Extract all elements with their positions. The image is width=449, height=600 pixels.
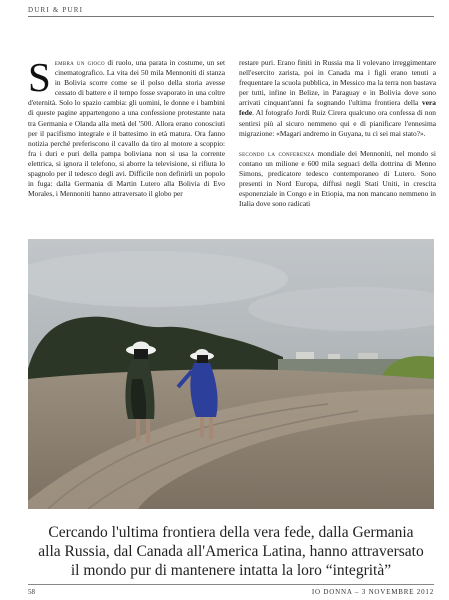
page-number: 58 bbox=[28, 588, 35, 596]
caption-line: il mondo pur di mantenere intatta la loro “integrità” bbox=[70, 562, 392, 579]
distant-building bbox=[328, 354, 340, 359]
leg bbox=[146, 419, 150, 443]
paragraph-gap bbox=[239, 139, 436, 149]
caption-line: alla Russia, dal Canada all'America Latina, hanno attraversato bbox=[38, 543, 424, 560]
header-rule bbox=[28, 16, 434, 17]
paragraph-text: . Al fotografo Jordi Ruiz Cirera qualcuno ora confessa di non sentirsi più al sicuro nemmeno qui e di pianificare l'ennesima migrazione: «Magari andremo in Guyana, tu ci sei mai stato?». bbox=[239, 108, 436, 138]
article-paragraph bbox=[239, 58, 436, 139]
article-column-left bbox=[28, 54, 225, 199]
leg bbox=[200, 417, 204, 437]
article-paragraph bbox=[239, 149, 436, 210]
footer-rule bbox=[28, 584, 434, 585]
paragraph-text: mondiale dei Mennoniti, nel mondo si contano un milione e 600 mila seguaci della dottrina di Menno Simons, predicatore tedesco contemporaneo di Lutero. Sono presenti in Nord Europa, diffusi negli Stati Uniti, in crescita esponenziale in Congo e in Etiopia, ma non mancano nemmeno in Italia dove sono radicati bbox=[239, 148, 436, 209]
paragraph-text: di ruolo, una parata in costume, un set cinematografico. La vita dei 50 mila Mennoniti di stanza in Bolivia scorre come se il polso della storia avesse cessato di battere e il tempo fosse svaporato in una coltre d'eternità. Solo lo spazio cambia: gli uomini, le donne e i bambini di queste pagine appartengono a una confessione protestante nata tra Germania e Olanda alla metà del '500. Allora erano conosciuti per il pacifismo integrale e il battesimo in età matura. Ora fanno notizia perché preferiscono il cavallo da tiro al motore a scoppio: fra i duri e puri della pampa boliviana non si usa la corrente elettrica, si ignora il telefono, si aborre la televisione, si rifiuta lo spagnolo per il tedesco degli avi. Difficile non definirli un popolo in fuga: dalla Germania di Martin Lutero alla Bolivia di Evo Morales, i Mennoniti hanno attraversato il globo per bbox=[28, 58, 225, 199]
distant-building bbox=[358, 353, 378, 359]
publication-line: IO DONNA – 3 NOVEMBRE 2012 bbox=[311, 588, 434, 596]
section-header: DURI & PURI bbox=[28, 6, 84, 14]
article-paragraph bbox=[28, 54, 225, 199]
head-scarf bbox=[197, 355, 208, 363]
head-scarf bbox=[134, 349, 148, 359]
drop-cap: S bbox=[28, 54, 51, 100]
lead-in: secondo la conferenza bbox=[239, 148, 315, 158]
paragraph-text: restare puri. Erano finiti in Russia ma li volevano irreggimentare nell'esercito zarista, poi in Canada ma i figli erano tenuti a frequentare la scuola pubblica, in Messico ma la terra non bastava per tutti, infine in Belize, in Paraguay e in Bolivia dove sono arrivati cinquant'anni fa sognando l'ultima frontiera della bbox=[239, 58, 436, 108]
caption-line: Cercando l'ultima frontiera della vera fede, dalla Germania bbox=[48, 524, 414, 541]
leg bbox=[136, 419, 140, 441]
lead-in: embra un gioco bbox=[54, 58, 105, 67]
main-photo bbox=[28, 239, 434, 509]
photo-caption bbox=[28, 523, 434, 580]
photo-scene bbox=[28, 239, 434, 509]
article-column-right bbox=[239, 58, 436, 209]
distant-building bbox=[296, 352, 314, 359]
bold-phrase: vera fede bbox=[239, 98, 436, 118]
leg bbox=[209, 417, 213, 439]
